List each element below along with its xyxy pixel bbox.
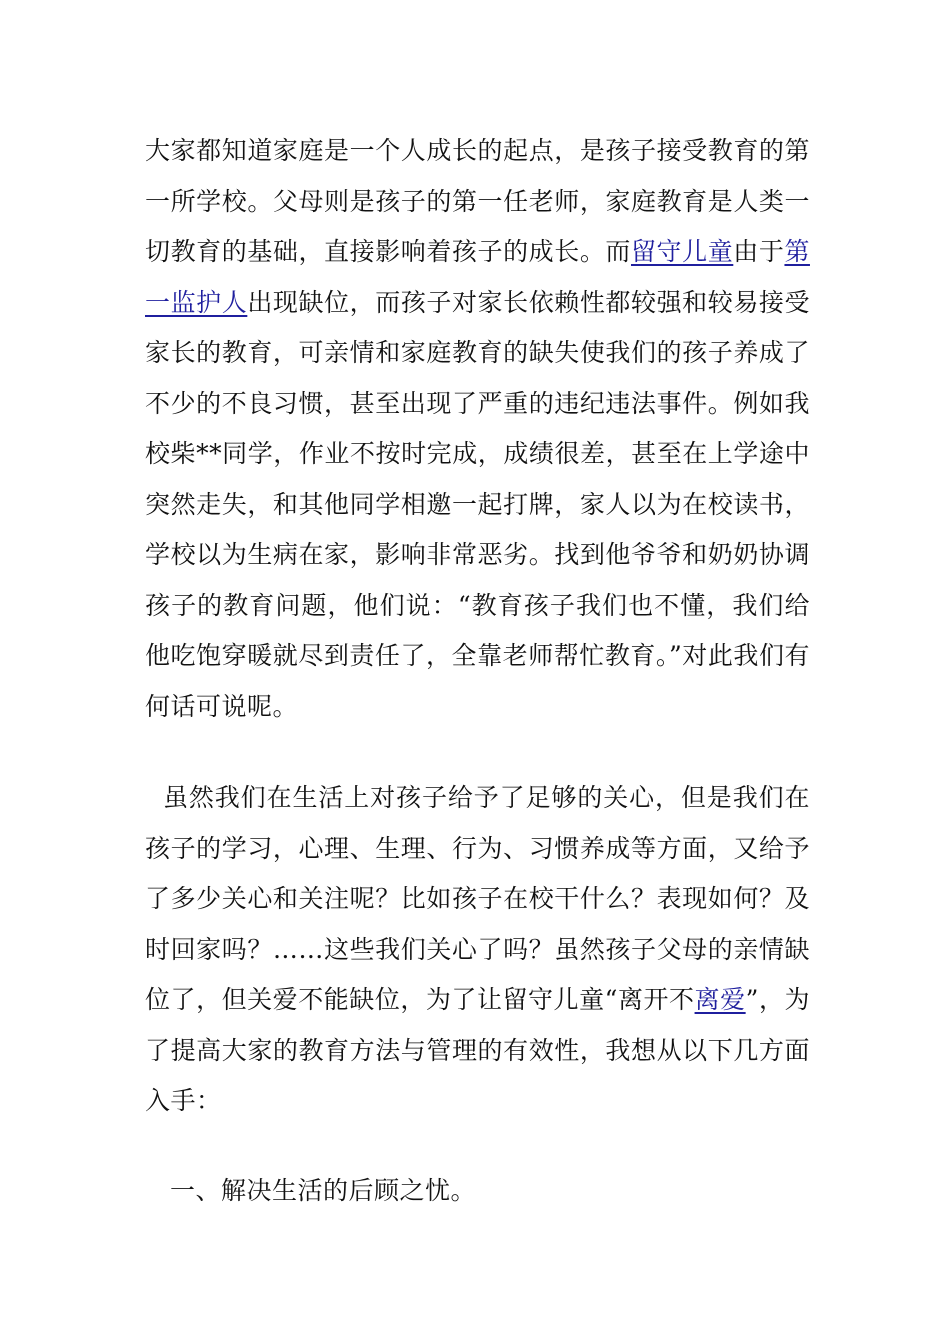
paragraph-text: 虽然我们在生活上对孩子给予了足够的关心，但是我们在孩子的学习，心理、生理、行为、习惯养成等方面，又给予了多少关心和关注呢？比如孩子在校干什么？表现如何？及时回家吗？……这些我们关心了吗？虽然孩子父母的亲情缺位了，但关爱不能缺位，为了让留守儿童“离开不	[145, 783, 810, 1014]
link-first-guardian[interactable]: 第一监护人	[145, 237, 810, 317]
paragraph-text: 由于	[733, 237, 785, 266]
link-li-ai[interactable]: 离爱	[694, 985, 746, 1014]
section-heading-1: 一、解决生活的后顾之忧。	[170, 1176, 477, 1205]
paragraph-text: 出现缺位，而孩子对家长依赖性都较强和较易接受家长的教育，可亲情和家庭教育的缺失使我们的孩子养成了不少的不良习惯，甚至出现了严重的违纪违法事件。例如我校柴**同学，作业不按时完成，成绩很差，甚至在上学途中突然走失，和其他同学相邀一起打牌，家人以为在校读书，学校以为生病在家，影响非常恶劣。找到他爷爷和奶奶协调孩子的教育问题，他们说：“教育孩子我们也不懂，我们给他吃饱穿暖就尽到责任了，全靠老师帮忙教育。”对此我们有何话可说呢。	[145, 287, 810, 721]
paragraph-text: 大家都知道家庭是一个人成长的起点，是孩子接受教育的第一所学校。父母则是孩子的第一任老师，家庭教育是人类一切教育的基础，直接影响着孩子的成长。而	[145, 136, 810, 266]
paragraph-care-and-attention	[145, 773, 810, 1127]
link-left-behind-children[interactable]: 留守儿童	[630, 237, 734, 266]
paragraph-text: ”，为了提高大家的教育方法与管理的有效性，我想从以下几方面入手：	[145, 985, 810, 1115]
paragraph-family-education	[145, 126, 810, 732]
